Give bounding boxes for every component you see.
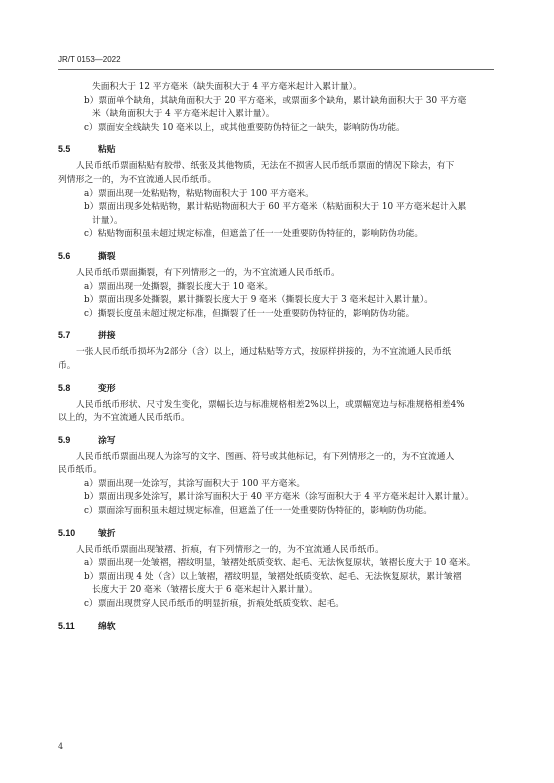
- section-title: 变形: [98, 382, 116, 393]
- standard-code-header: JR/T 0153—2022: [58, 55, 121, 64]
- section-title: 拼接: [98, 330, 116, 341]
- section-title: 皱折: [98, 527, 116, 538]
- section-heading: [58, 249, 498, 263]
- section-title: 涂写: [98, 434, 116, 445]
- text-line: 计量）。: [92, 215, 123, 226]
- text-line: 人民币纸币票面撕裂，有下列情形之一的，为不宜流通人民币纸币。: [76, 267, 340, 278]
- page-number: 4: [58, 742, 64, 751]
- section-number: 5.5: [58, 144, 71, 155]
- list-item: b）票面单个缺角，其缺角面积大于 20 平方毫米，或票面多个缺角，累计缺角面积大于 30 平方毫: [84, 95, 467, 106]
- section-heading: [58, 142, 498, 156]
- list-item: c）票面出现贯穿人民币纸币的明显折痕，折痕处纸质变软、起毛。: [84, 599, 345, 610]
- text-line: 民币纸币。: [58, 465, 102, 476]
- text-line: 失面积大于 12 平方毫米（缺失面积大于 4 平方毫米起计入累计量）。: [92, 82, 362, 92]
- text-line: 人民币纸币票面出现皱褶、折痕，有下列情形之一的，为不宜流通人民币纸币。: [76, 544, 384, 555]
- section-title: 绵软: [98, 620, 116, 631]
- section-number: 5.9: [58, 434, 71, 445]
- list-item: b）票面出现 4 处（含）以上皱褶，褶纹明显，皱褶处纸质变软、起毛、无法恢复原状，累计皱褶: [84, 571, 462, 582]
- list-item: c）票面涂写面积虽未超过规定标准，但遮盖了任一一处重要防伪特征的，影响防伪功能。: [84, 506, 433, 517]
- header-divider: [58, 69, 494, 70]
- list-item: c）粘贴物面积虽未超过规定标准，但遮盖了任一一处重要防伪特征的，影响防伪功能。: [84, 229, 424, 240]
- list-item: b）票面出现多处粘贴物，累计粘贴物面积大于 60 平方毫米（粘贴面积大于 10 平方毫米起计入累: [84, 202, 467, 213]
- section-number: 5.6: [58, 250, 71, 261]
- text-line: 人民币纸币票面粘贴有胶带、纸张及其他物质，无法在不损害人民币纸币票面的情况下除去，有下: [76, 161, 455, 172]
- list-item: c）票面安全线缺失 10 毫米以上，或其他重要防伪特征之一缺失，影响防伪功能。: [84, 122, 405, 133]
- list-item: a）票面出现一处皱褶，褶纹明显，皱褶处纸质变软、起毛、无法恢复原状，皱褶长度大于 10 毫米。: [84, 558, 476, 569]
- list-item: c）撕裂长度虽未超过规定标准，但撕裂了任一一处重要防伪特征的，影响防伪功能。: [84, 308, 415, 319]
- section-heading: [58, 619, 498, 633]
- section-number: 5.10: [58, 527, 76, 538]
- section-title: 粘贴: [98, 144, 116, 155]
- section-number: 5.7: [58, 330, 71, 341]
- list-item: a）票面出现一处撕裂，撕裂长度大于 10 毫米。: [84, 281, 274, 292]
- section-number: 5.8: [58, 382, 71, 393]
- list-item: b）票面出现多处涂写，累计涂写面积大于 40 平方毫米（涂写面积大于 4 平方毫米起计入累计量）。: [84, 492, 474, 503]
- section-heading: [58, 328, 498, 342]
- document-body: [58, 81, 498, 637]
- text-line: 人民币纸币票面出现人为涂写的文字、图画、符号或其他标记，有下列情形之一的，为不宜流通人: [76, 451, 455, 462]
- section-title: 撕裂: [98, 250, 116, 261]
- text-line: 米（缺角面积大于 4 平方毫米起计入累计量）。: [92, 109, 275, 120]
- section-heading: [58, 433, 498, 447]
- text-line: 人民币纸币形状、尺寸发生变化，票幅长边与标准规格相差2%以上，或票幅宽边与标准规格相差4%: [76, 399, 465, 410]
- text-line: 长度大于 20 毫米（皱褶长度大于 6 毫米起计入累计量）。: [92, 585, 318, 596]
- text-line: 以上的，为不宜流通人民币纸币。: [58, 413, 190, 424]
- section-heading: [58, 526, 498, 540]
- text-line: 一张人民币纸币损坏为2部分（含）以上，通过粘贴等方式，按原样拼接的，为不宜流通人民币纸: [76, 347, 452, 358]
- list-item: b）票面出现多处撕裂，累计撕裂长度大于 9 毫米（撕裂长度大于 3 毫米起计入累计量）。: [84, 295, 434, 306]
- text-line: 币。: [58, 360, 76, 371]
- section-heading: [58, 381, 498, 395]
- text-line: 列情形之一的，为不宜流通人民币纸币。: [58, 174, 217, 185]
- section-number: 5.11: [58, 620, 75, 631]
- list-item: a）票面出现一处涂写，其涂写面积大于 100 平方毫米。: [84, 478, 306, 489]
- list-item: a）票面出现一处粘贴物，粘贴物面积大于 100 平方毫米。: [84, 188, 314, 199]
